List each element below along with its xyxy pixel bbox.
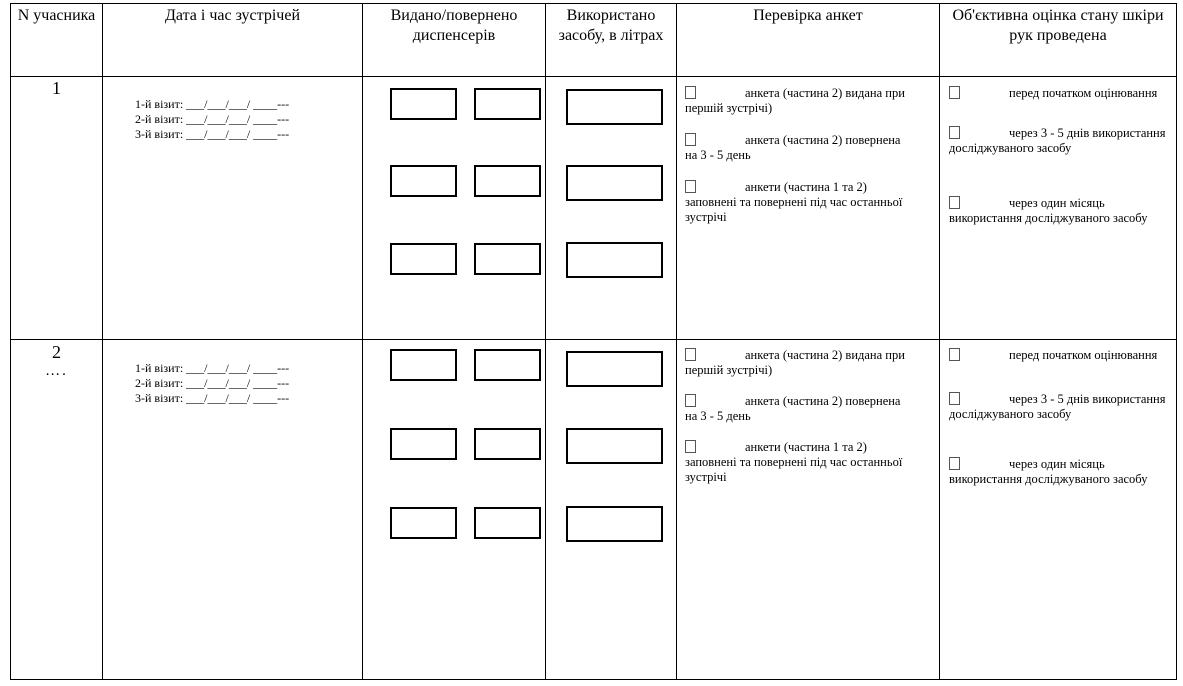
visit-line[interactable]: 3-й візит: ___/___/___/ ____---	[135, 127, 290, 141]
checkbox-label: анкети (частина 1 та 2) заповнені та повернені під час останньої зустрічі	[685, 180, 903, 224]
dispensers-issued-field[interactable]	[390, 428, 457, 460]
assessment-check-item	[949, 348, 1171, 363]
checkbox[interactable]	[949, 86, 960, 99]
header-meeting-datetime: Дата і час зустрічей	[164, 7, 300, 24]
row-divider	[10, 339, 1177, 340]
header-product-used: Використано засобу, в літрах	[558, 7, 664, 44]
checkbox-label: через 3 - 5 днів використання досліджуваного засобу	[949, 126, 1166, 155]
visit-line[interactable]: 2-й візит: ___/___/___/ ____---	[135, 112, 290, 126]
table-border-bottom	[10, 679, 1177, 680]
product-used-liters-field[interactable]	[566, 351, 663, 387]
header-dispensers: Видано/повернено диспенсерів	[390, 7, 518, 44]
questionnaire-check-item	[685, 394, 933, 424]
assessment-check-item	[949, 86, 1171, 101]
dispensers-returned-field[interactable]	[474, 428, 541, 460]
dispensers-returned-field[interactable]	[474, 165, 541, 197]
checkbox[interactable]	[685, 348, 696, 361]
product-used-liters-field[interactable]	[566, 428, 663, 464]
checkbox-label: перед початком оцінювання	[1009, 86, 1158, 100]
visit-line[interactable]: 1-й візит: ___/___/___/ ____---	[135, 97, 290, 111]
continuation-dots: ….	[45, 363, 68, 379]
visit-line[interactable]: 3-й візит: ___/___/___/ ____---	[135, 391, 290, 405]
dispensers-returned-field[interactable]	[474, 507, 541, 539]
questionnaire-check-item	[685, 86, 933, 116]
dispensers-issued-field[interactable]	[390, 165, 457, 197]
product-used-liters-field[interactable]	[566, 89, 663, 125]
column-divider	[545, 3, 546, 680]
checkbox[interactable]	[949, 392, 960, 405]
dispensers-returned-field[interactable]	[474, 243, 541, 275]
product-used-liters-field[interactable]	[566, 242, 663, 278]
participant-number: 2	[52, 342, 61, 362]
questionnaire-check-item	[685, 180, 933, 225]
checkbox[interactable]	[685, 180, 696, 193]
assessment-check-item	[949, 196, 1171, 226]
assessment-check-item	[949, 457, 1171, 487]
checkbox[interactable]	[685, 394, 696, 407]
dispensers-issued-field[interactable]	[390, 507, 457, 539]
checkbox[interactable]	[949, 457, 960, 470]
checkbox-label: через один місяць використання досліджуваного засобу	[949, 457, 1148, 486]
dispensers-issued-field[interactable]	[390, 349, 457, 381]
table-border-top	[10, 3, 1177, 4]
header-questionnaire-check: Перевірка анкет	[753, 7, 863, 24]
assessment-check-item	[949, 392, 1171, 422]
product-used-liters-field[interactable]	[566, 506, 663, 542]
dispensers-returned-field[interactable]	[474, 88, 541, 120]
checkbox-label: анкета (частина 2) повернена на 3 - 5 день	[685, 394, 901, 423]
checkbox-label: анкети (частина 1 та 2) заповнені та повернені під час останньої зустрічі	[685, 440, 903, 484]
dispensers-issued-field[interactable]	[390, 88, 457, 120]
checkbox-label: анкета (частина 2) видана при першій зустрічі)	[685, 86, 905, 115]
column-divider	[362, 3, 363, 680]
checkbox[interactable]	[685, 133, 696, 146]
checkbox[interactable]	[949, 348, 960, 361]
checkbox-label: анкета (частина 2) повернена на 3 - 5 день	[685, 133, 901, 162]
visit-line[interactable]: 2-й візит: ___/___/___/ ____---	[135, 376, 290, 390]
header-participant-number: N учасника	[17, 7, 96, 24]
dispensers-issued-field[interactable]	[390, 243, 457, 275]
header-divider	[10, 76, 1177, 77]
product-used-liters-field[interactable]	[566, 165, 663, 201]
table-border-right	[1176, 3, 1177, 680]
column-divider	[102, 3, 103, 680]
column-divider	[676, 3, 677, 680]
checkbox-label: через 3 - 5 днів використання досліджуваного засобу	[949, 392, 1166, 421]
checkbox-label: через один місяць використання досліджуваного засобу	[949, 196, 1148, 225]
participant-number: 1	[52, 78, 61, 98]
visit-line[interactable]: 1-й візит: ___/___/___/ ____---	[135, 361, 290, 375]
questionnaire-check-item	[685, 348, 933, 378]
dispensers-returned-field[interactable]	[474, 349, 541, 381]
header-skin-assessment: Об'єктивна оцінка стану шкіри рук проведена	[952, 7, 1164, 44]
checkbox-label: перед початком оцінювання	[1009, 348, 1158, 362]
assessment-check-item	[949, 126, 1171, 156]
checkbox[interactable]	[949, 126, 960, 139]
questionnaire-check-item	[685, 440, 933, 485]
checkbox-label: анкета (частина 2) видана при першій зустрічі)	[685, 348, 905, 377]
questionnaire-check-item	[685, 133, 933, 163]
checkbox[interactable]	[949, 196, 960, 209]
checkbox[interactable]	[685, 440, 696, 453]
checkbox[interactable]	[685, 86, 696, 99]
column-divider	[939, 3, 940, 680]
